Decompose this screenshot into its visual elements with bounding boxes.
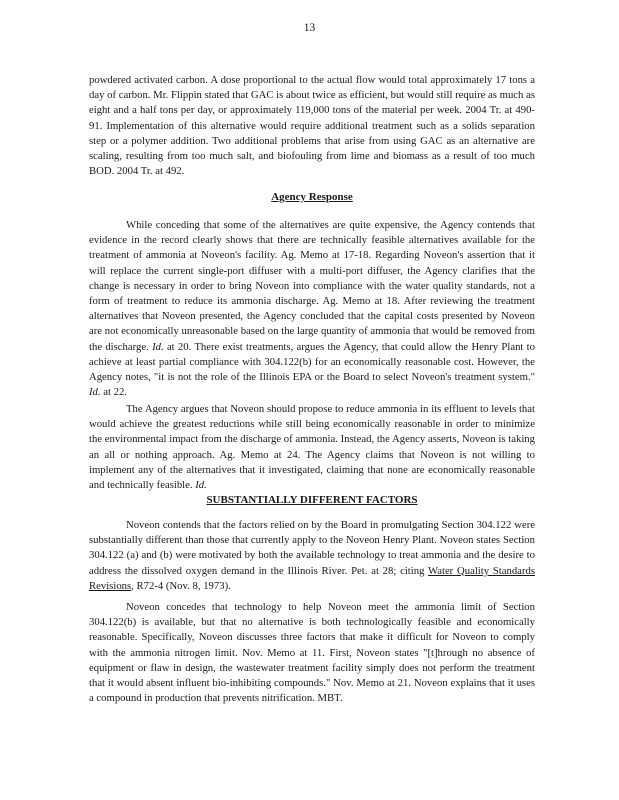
heading-substantially-different-factors: SUBSTANTIALLY DIFFERENT FACTORS (206, 494, 418, 506)
paragraph-agency-argues (89, 402, 535, 493)
paragraph-text: at 20. There exist treatments, argues the Agency, that could allow the Henry Plant to achieve at least partial compliance with 304.122(b) for an economically reasonable cost. However, the Agency notes, "it is not the role of the Illinois EPA or the Board to select Noveon's treatment system." (89, 340, 535, 384)
page-number: 13 (303, 22, 316, 34)
heading-agency-response: Agency Response (271, 191, 353, 203)
paragraph-text: , R72-4 (Nov. 8, 1973). (131, 579, 231, 592)
paragraph-gac-alternative (89, 73, 535, 179)
citation-id: Id. (89, 386, 101, 399)
case-citation: Water Quality Standards Revisions (89, 564, 535, 592)
citation-id: Id. (195, 479, 207, 492)
paragraph-text: While conceding that some of the alternatives are quite expensive, the Agency contends that evidence in the record clearly shows that there are technically feasible alternatives available for the treatment of ammonia at Noveon's facility. Ag. Memo at 17-18. Regarding Noveon's assertion that it will replace the current single-port diffuser with a multi-port diffuser, the Agency clarifies that the change is necessary in order to bring Noveon into compliance with the water quality standards, not a form of treatment to reduce its ammonia discharge. Ag. Memo at 18. After reviewing the treatment alternatives that Noveon presented, the Agency concluded that the capital costs presented by Noveon are not economically unreasonable based on the large quantity of ammonia that would be removed from the discharge. (89, 219, 535, 353)
paragraph-text: The Agency argues that Noveon should propose to reduce ammonia in its effluent to levels that would achieve the greatest reductions while still being economically reasonable in order to minimize the environmental impact from the discharge of ammonia. Instead, the Agency asserts, Noveon is taking an all or nothing approach. Ag. Memo at 24. The Agency claims that Noveon is not willing to implement any of the alternatives that it investigated, claiming that none are economically reasonable and technically feasible. (89, 403, 535, 492)
paragraph-noveon-contends (89, 518, 535, 594)
paragraph-text: Noveon contends that the factors relied on by the Board in promulgating Section 304.122 were substantially different than those that currently apply to the Noveon Henry Plant. Noveon states Section 304.122 (a) and (b) were motivated by both the available technology to treat ammonia and the desire to address the dissolved oxygen demand in the Illinois River. Pet. at 28; citing (89, 519, 535, 577)
paragraph-agency-contends (89, 218, 535, 400)
paragraph-noveon-concedes (89, 600, 535, 706)
paragraph-text: at 22. (100, 386, 127, 399)
citation-id: Id. (152, 340, 164, 353)
paragraph-text: powdered activated carbon. A dose proportional to the actual flow would total approximately 17 tons a day of carbon. Mr. Flippin stated that GAC is about twice as efficient, but would still require as much as eight and a half tons per day, or approximately 119,000 tons of the material per week. 2004 Tr. at 490-91. Implementation of this alternative would require additional treatment such as a solids separation step or a polymer addition. Two additional problems that arise from using GAC as an alternative are scaling, resulting from too much salt, and biofouling from lime and biomass as a result of too much BOD. 2004 Tr. at 492. (89, 74, 535, 178)
paragraph-text: Noveon concedes that technology to help Noveon meet the ammonia limit of Section 304.122(b) is available, but that no alternative is both technologically feasible and economically reasonable. Specifically, Noveon discusses three factors that make it difficult for Noveon to comply with the ammonia nitrogen limit. Nov. Memo at 11. First, Noveon states "[t]hrough no absence of equipment or flaw in design, the wastewater treatment facility simply does not perform the treatment that it would absent influent bio-inhibiting compounds." Nov. Memo at 21. Noveon explains that it uses a compound in production that prevents nitrification. MBT. (89, 601, 535, 705)
